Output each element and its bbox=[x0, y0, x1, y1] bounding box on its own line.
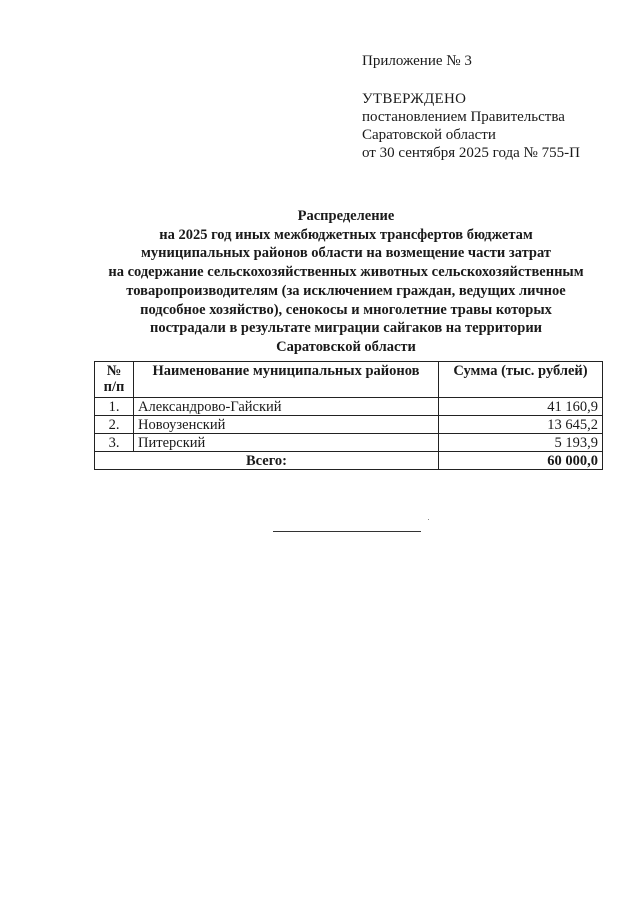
approval-block bbox=[362, 52, 622, 162]
header-number bbox=[95, 362, 134, 398]
distribution-table bbox=[94, 361, 603, 470]
row-district-name: Питерский bbox=[134, 434, 439, 452]
row-sum: 5 193,9 bbox=[439, 434, 603, 452]
row-number: 3. bbox=[95, 434, 134, 452]
header-number-line-2: п/п bbox=[103, 379, 125, 395]
signature-line bbox=[273, 531, 421, 532]
title-line-6: подсобное хозяйство), сенокосы и многолетние травы которых bbox=[140, 301, 552, 318]
title-line-7: пострадали в результате миграции сайгаков на территории bbox=[149, 320, 543, 337]
appendix-number: Приложение № 3 bbox=[362, 53, 472, 69]
title-line-5: товаропроизводителям (за исключением граждан, ведущих личное bbox=[126, 282, 566, 299]
table-header-row bbox=[95, 362, 603, 398]
title-line-3: муниципальных районов области на возмещение части затрат bbox=[141, 245, 551, 262]
table-row bbox=[95, 434, 603, 452]
document-title bbox=[60, 207, 632, 357]
row-sum: 13 645,2 bbox=[439, 416, 603, 434]
header-number-line-1: № bbox=[106, 363, 122, 379]
table-total-row bbox=[95, 452, 603, 470]
title-line-2: на 2025 год иных межбюджетных трансфертов бюджетам bbox=[159, 226, 533, 243]
total-label: Всего: bbox=[95, 452, 439, 470]
row-sum: 41 160,9 bbox=[439, 398, 603, 416]
header-district-name: Наименование муниципальных районов bbox=[134, 362, 439, 398]
total-sum: 60 000,0 bbox=[439, 452, 603, 470]
approval-line-3: от 30 сентября 2025 года № 755-П bbox=[362, 145, 580, 161]
table-row bbox=[95, 398, 603, 416]
title-line-4: на содержание сельскохозяйственных животных сельскохозяйственным bbox=[108, 264, 584, 281]
row-number: 2. bbox=[95, 416, 134, 434]
header-sum: Сумма (тыс. рублей) bbox=[439, 362, 603, 398]
title-line-8: Саратовской области bbox=[276, 338, 416, 355]
approval-line-1: постановлением Правительства bbox=[362, 109, 565, 125]
table-row bbox=[95, 416, 603, 434]
approval-line-2: Саратовской области bbox=[362, 127, 496, 143]
row-district-name: Александрово-Гайский bbox=[134, 398, 439, 416]
title-line-1: Распределение bbox=[297, 208, 395, 224]
approved-stamp-text: УТВЕРЖДЕНО bbox=[362, 91, 467, 107]
scan-speck bbox=[428, 519, 429, 520]
row-number: 1. bbox=[95, 398, 134, 416]
row-district-name: Новоузенский bbox=[134, 416, 439, 434]
